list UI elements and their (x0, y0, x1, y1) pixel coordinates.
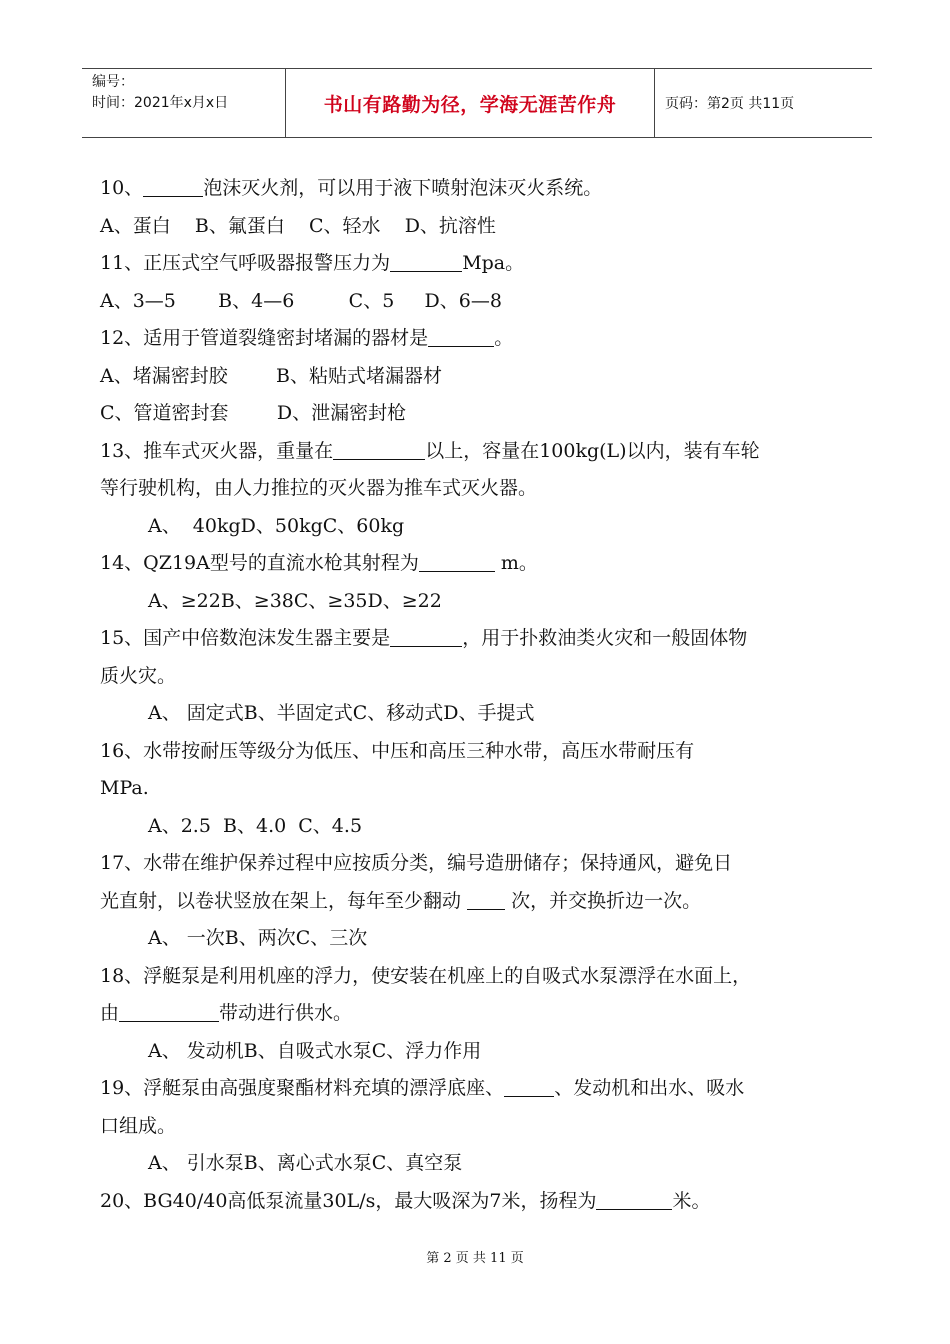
question-20: 20、BG40/40高低泵流量30L/s，最大吸深为7米，扬程为 米。 (100, 1189, 711, 1212)
time-label: 时间：2021年x月x日 (92, 95, 229, 111)
answer-blank (504, 1076, 554, 1097)
number-label: 编号： (92, 74, 134, 90)
answer-blank (143, 176, 203, 197)
question-13: 13、推车式灭火器，重量在 以上，容量在100kg(L)以内，装有车轮 (100, 439, 760, 462)
question-18: 18、浮艇泵是利用机座的浮力，使安装在机座上的自吸式水泵漂浮在水面上， (100, 964, 752, 987)
options-14: A、≥22B、≥38C、≥35D、≥22 (148, 589, 442, 612)
question-18-cont: 由 带动进行供水。 (100, 1002, 353, 1024)
options-17: A、 一次B、两次C、三次 (148, 927, 368, 949)
document-header (82, 68, 872, 138)
answer-blank (428, 326, 494, 347)
options-19: A、 引水泵B、离心式水泵C、真空泵 (148, 1152, 463, 1174)
question-19-cont: 口组成。 (100, 1114, 177, 1137)
answer-blank (467, 889, 505, 910)
motto: 书山有路勤为径，学海无涯苦作舟 (285, 69, 655, 137)
answer-blank (333, 439, 425, 460)
options-18: A、 发动机B、自吸式水泵C、浮力作用 (148, 1039, 482, 1062)
answer-blank (390, 626, 462, 647)
question-19: 19、浮艇泵由高强度聚酯材料充填的漂浮底座、 、发动机和出水、吸水 (100, 1077, 745, 1099)
answer-blank (419, 551, 495, 572)
question-15: 15、国产中倍数泡沫发生器主要是 ，用于扑救油类火灾和一般固体物 (100, 627, 748, 649)
options-12-ab: A、堵漏密封胶 B、粘贴式堵漏器材 (100, 364, 443, 387)
question-11: 11、正压式空气呼吸器报警压力为 Mpa。 (100, 252, 525, 274)
question-list (100, 170, 860, 1220)
question-15-cont: 质火灾。 (100, 664, 177, 687)
question-13-cont: 等行驶机构，由人力推拉的灭火器为推车式灭火器。 (100, 477, 538, 499)
question-17: 17、水带在维护保养过程中应按质分类，编号造册储存；保持通风，避免日 (100, 852, 733, 874)
question-12: 12、适用于管道裂缝密封堵漏的器材是 。 (100, 327, 514, 349)
options-16: A、2.5 B、4.0 C、4.5 (148, 814, 363, 837)
answer-blank (596, 1189, 672, 1210)
options-11: A、3—5 B、4—6 C、5 D、6—8 (100, 289, 502, 312)
question-17-cont: 光直射，以卷状竖放在架上，每年至少翻动 次，并交换折边一次。 (100, 889, 702, 912)
answer-blank (390, 251, 462, 272)
page-info: 页码：第2页 共11页 (665, 96, 795, 112)
options-13: A、 40kgD、50kgC、60kg (148, 514, 405, 537)
question-14: 14、QZ19A型号的直流水枪其射程为 m。 (100, 552, 538, 574)
options-15: A、 固定式B、半固定式C、移动式D、手提式 (148, 702, 535, 724)
options-12-cd: C、管道密封套 D、泄漏密封枪 (100, 402, 407, 424)
answer-blank (119, 1001, 219, 1022)
page-footer: 第 2 页 共 11 页 (426, 1251, 524, 1266)
question-16-cont: MPa. (100, 777, 149, 799)
header-left-cell (82, 69, 285, 137)
options-10: A、蛋白 B、氟蛋白 C、轻水 D、抗溶性 (100, 214, 496, 237)
question-16: 16、水带按耐压等级分为低压、中压和高压三种水带，高压水带耐压有 (100, 739, 695, 762)
question-10: 10、 泡沫灭火剂，可以用于液下喷射泡沫灭火系统。 (100, 177, 603, 199)
